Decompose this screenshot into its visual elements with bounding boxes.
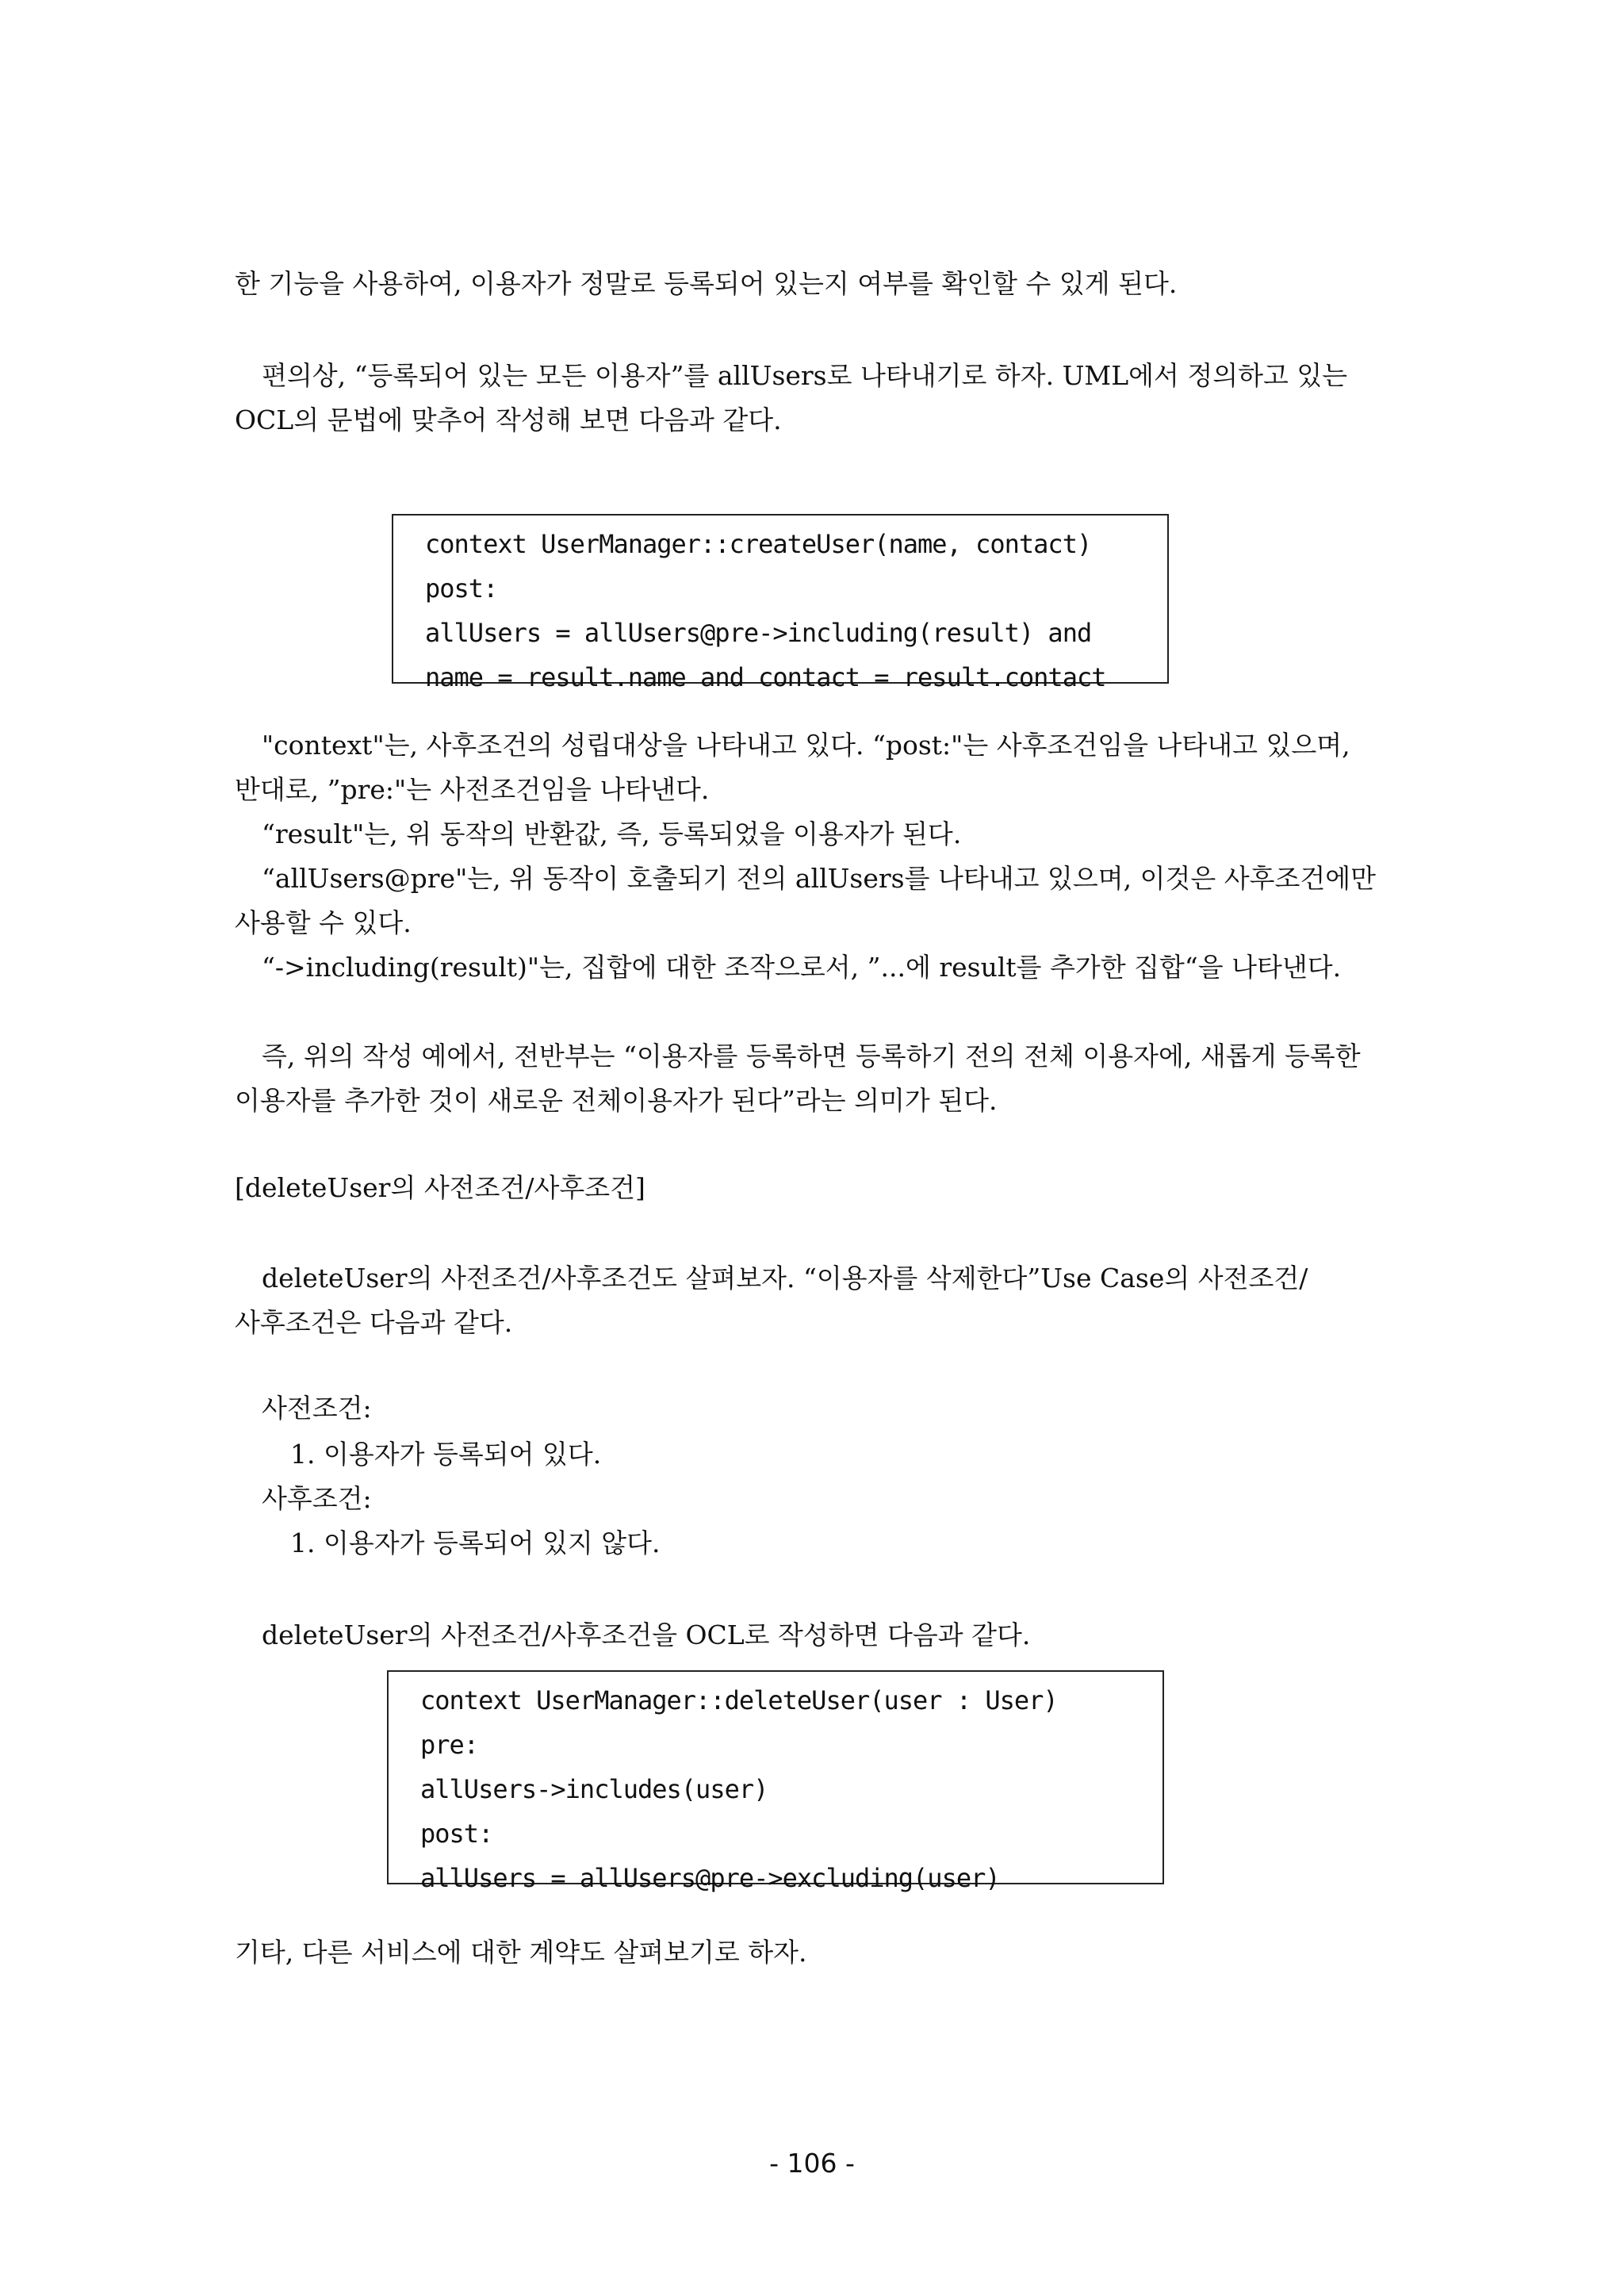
paragraph-delete-user-ocl-intro: deleteUser의 사전조건/사후조건을 OCL로 작성하면 다음과 같다. (262, 1619, 1031, 1650)
paragraph-result-explanation: “result"는, 위 동작의 반환값, 즉, 등록되었을 이용자가 된다. (262, 818, 962, 849)
paragraph-delete-user-intro: deleteUser의 사전조건/사후조건도 살펴보자. “이용자를 삭제한다”Use Case의 사전조건/사후조건은 다음과 같다. (235, 1263, 1308, 1338)
page-number: - 106 - (769, 2148, 855, 2179)
code-line: allUsers->includes(user) (420, 1774, 768, 1804)
postcondition-label: 사후조건: (262, 1483, 372, 1514)
code-line: pre: (420, 1730, 479, 1760)
precondition-label: 사전조건: (262, 1393, 372, 1424)
code-line: context UserManager::deleteUser(user : User) (420, 1685, 1058, 1715)
code-block-delete-user (387, 1670, 1164, 1893)
precondition-item: 1. 이용자가 등록되어 있다. (290, 1439, 602, 1470)
code-line: allUsers = allUsers@pre->excluding(user) (420, 1863, 1000, 1893)
code-line: name = result.name and contact = result.contact (425, 662, 1106, 692)
paragraph-closing: 기타, 다른 서비스에 대한 계약도 살펴보기로 하자. (235, 1937, 807, 1968)
code-line: allUsers = allUsers@pre->including(result) and (425, 618, 1092, 648)
code-line: post: (420, 1819, 493, 1849)
paragraph-including-explanation: “->including(result)"는, 집합에 대한 조작으로서, ”...에 result를 추가한 집합“을 나타낸다. (262, 952, 1342, 983)
code-line: post: (425, 573, 498, 604)
paragraph-convention: 편의상, “등록되어 있는 모든 이용자”를 allUsers로 나타내기로 하자. UML에서 정의하고 있는 OCL의 문법에 맞추어 작성해 보면 다음과 같다. (235, 360, 1348, 435)
paragraph-intro: 한 기능을 사용하여, 이용자가 정말로 등록되어 있는지 여부를 확인할 수 있게 된다. (235, 268, 1178, 299)
paragraph-allusers-pre-explanation: “allUsers@pre"는, 위 동작이 호출되기 전의 allUsers를 나타내고 있으며, 이것은 사후조건에만 사용할 수 있다. (235, 863, 1376, 938)
postcondition-item: 1. 이용자가 등록되어 있지 않다. (290, 1527, 661, 1558)
paragraph-summary: 즉, 위의 작성 예에서, 전반부는 “이용자를 등록하면 등록하기 전의 전체 이용자에, 새롭게 등록한 이용자를 추가한 것이 새로운 전체이용자가 된다”라는 의미가 된다. (235, 1041, 1361, 1116)
code-line: context UserManager::createUser(name, contact) (425, 529, 1092, 559)
paragraph-context-explanation: "context"는, 사후조건의 성립대상을 나타내고 있다. “post:"는 사후조건임을 나타내고 있으며, 반대로, ”pre:"는 사전조건임을 나타낸다. (235, 730, 1350, 805)
code-block-create-user (392, 514, 1169, 692)
section-heading: [deleteUser의 사전조건/사후조건] (235, 1172, 645, 1203)
